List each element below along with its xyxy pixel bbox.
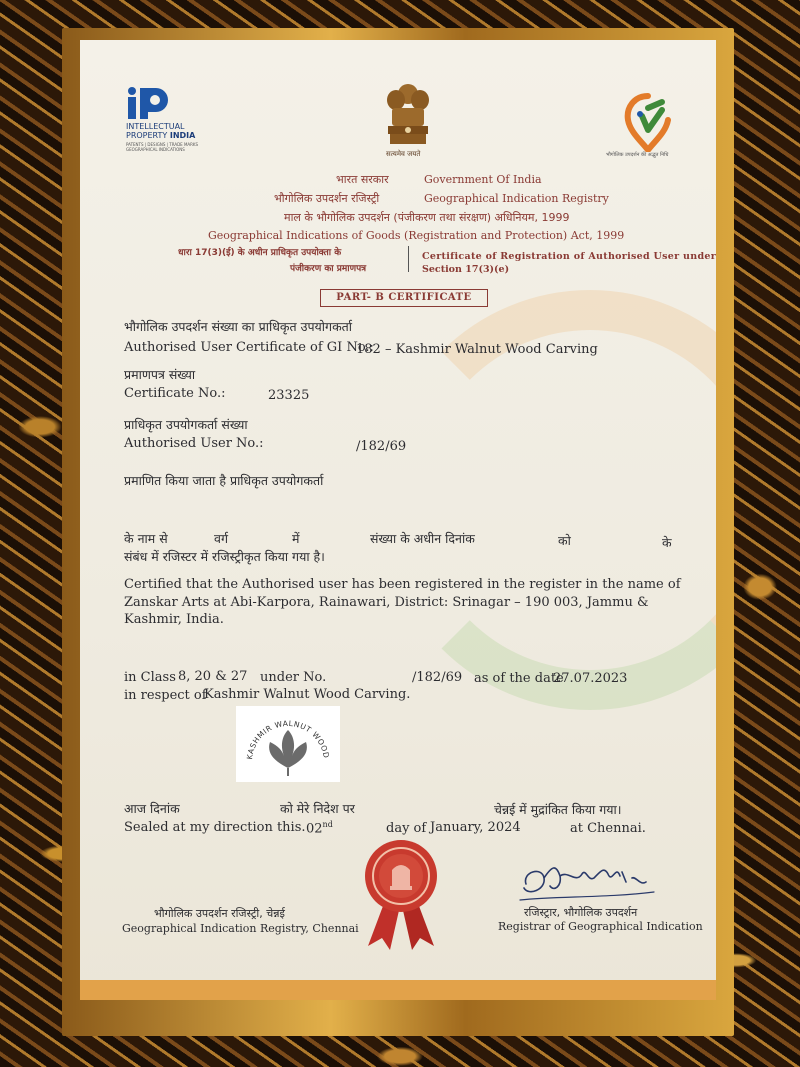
kashmir-walnut-logo-text: KASHMIR WALNUT WOOD — [245, 718, 331, 761]
hi-footer-right: रजिस्ट्रार, भौगोलिक उपदर्शन — [524, 906, 638, 919]
in-respect-label: in respect of — [124, 688, 207, 703]
hi-certificate-label: प्रमाणपत्र संख्या — [124, 367, 196, 382]
en-body-line1: Certified that the Authorised user has been registered in the register in the name of — [124, 577, 681, 592]
gi-logo-icon — [618, 92, 678, 152]
hi-act-title: माल के भौगोलिक उपदर्शन (पंजीकरण तथा संरक्षण) अधिनियम, 1999 — [284, 211, 570, 224]
walnut-leaf-icon — [236, 706, 340, 782]
section-divider — [408, 246, 409, 272]
hi-body-class: वर्ग — [214, 531, 228, 546]
as-of-date-label: as of the date — [474, 671, 564, 686]
en-section-line1: Certificate of Registration of Authorised User under — [422, 251, 717, 262]
hi-body-ko: को — [558, 533, 571, 548]
part-b-certificate-box: PART- B CERTIFICATE — [320, 289, 488, 307]
en-section-line2: Section 17(3)(e) — [422, 264, 510, 275]
en-body-line2: Zanskar Arts at Abi-Karpora, Rainawari, District: Srinagar – 190 003, Jammu & — [124, 595, 649, 610]
hi-govt-of-india: भारत सरकार — [336, 173, 389, 186]
ip-india-mark-icon — [126, 86, 172, 120]
day-value: 02nd — [306, 820, 333, 837]
en-registry-name: Geographical Indication Registry — [424, 192, 609, 205]
user-number-value: /182/69 — [356, 439, 407, 454]
red-wax-seal-icon — [356, 838, 446, 954]
hi-certified-line: प्रमाणित किया जाता है प्राधिकृत उपयोगकर्ता — [124, 473, 324, 488]
kashmir-walnut-logo — [236, 706, 340, 782]
hi-today-date: आज दिनांक — [124, 801, 180, 816]
registration-date-value: 27.07.2023 — [553, 671, 628, 686]
gi-number-value: 182 – Kashmir Walnut Wood Carving — [356, 342, 598, 357]
month-year-value: January, 2024 — [430, 820, 521, 835]
ip-india-subtitle: PATENTS | DESIGNS | TRADE MARKS GEOGRAPHICAL INDICATIONS — [126, 142, 199, 152]
en-footer-right: Registrar of Geographical Indication — [498, 920, 703, 933]
at-chennai: at Chennai. — [570, 821, 646, 836]
certificate-number-value: 23325 — [268, 388, 310, 403]
in-respect-value: Kashmir Walnut Wood Carving. — [204, 687, 411, 702]
hi-registry-name: भौगोलिक उपदर्शन रजिस्ट्री — [274, 192, 380, 205]
emblem-motto: सत्यमेव जयते — [386, 150, 421, 158]
class-value: 8, 20 & 27 — [178, 669, 248, 684]
ip-india-logo — [124, 86, 214, 156]
ip-india-wordmark: INTELLECTUAL PROPERTY INDIA — [126, 122, 196, 140]
registrar-signature-icon — [516, 856, 662, 906]
en-certificate-label: Certificate No.: — [124, 386, 226, 401]
hi-body-registered: संबंध में रजिस्टर में रजिस्ट्रीकृत किया गया है। — [124, 549, 325, 564]
under-no-value: /182/69 — [412, 670, 463, 685]
hi-section-line1: धारा 17(3)(ई) के अधीन प्राधिकृत उपयोक्ता के — [178, 248, 342, 258]
hi-footer-left: भौगोलिक उपदर्शन रजिस्ट्री, चेन्नई — [154, 907, 285, 920]
hi-user-no-label: प्राधिकृत उपयोगकर्ता संख्या — [124, 417, 248, 432]
en-sealed-label: Sealed at my direction this. — [124, 820, 306, 835]
class-label: in Class — [124, 670, 176, 685]
en-act-title: Geographical Indications of Goods (Registration and Protection) Act, 1999 — [208, 229, 625, 242]
hi-body-name: के नाम से — [124, 531, 168, 546]
paper-bottom-edge — [80, 980, 716, 1000]
hi-sealed-chennai: चेन्नई में मुद्रांकित किया गया। — [494, 802, 622, 817]
under-no-label: under No. — [260, 670, 327, 685]
en-footer-left: Geographical Indication Registry, Chennai — [122, 922, 359, 935]
hi-body-in: में — [292, 531, 300, 546]
en-govt-of-india: Government Of India — [424, 173, 542, 186]
hi-body-ke: के — [662, 535, 672, 550]
national-emblem-icon — [380, 80, 436, 150]
en-user-no-label: Authorised User No.: — [124, 436, 264, 451]
hi-section-line2: पंजीकरण का प्रमाणपत्र — [290, 264, 367, 274]
en-gi-label: Authorised User Certificate of GI No.: — [124, 340, 374, 355]
hi-my-direction: को मेरे निदेश पर — [280, 801, 355, 816]
day-of-label: day of — [386, 821, 427, 836]
en-body-line3: Kashmir, India. — [124, 612, 224, 627]
gi-logo-caption: भौगोलिक उपदर्शन की अद्भुत निधि — [606, 152, 669, 158]
hi-gi-label: भौगोलिक उपदर्शन संख्या का प्राधिकृत उपयोगकर्ता — [124, 319, 353, 334]
hi-body-number-date: संख्या के अधीन दिनांक — [370, 531, 475, 546]
